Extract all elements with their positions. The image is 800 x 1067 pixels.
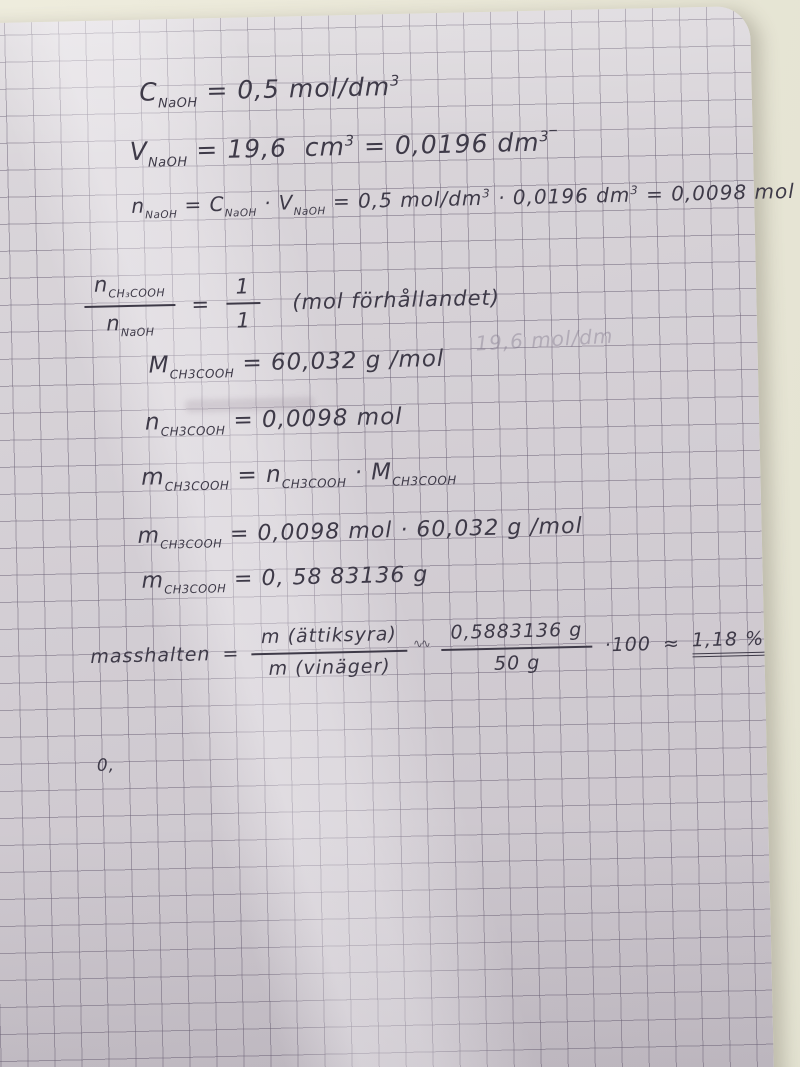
quantity-symbol: n — [106, 311, 121, 336]
expression: = 0, 58 83136 g — [225, 562, 429, 593]
subscript: NaOH — [224, 206, 258, 220]
expression: = 0,0196 dm — [354, 127, 540, 161]
expression: = 19,6 cm — [187, 131, 346, 165]
fraction-numerator: m (ättiksyra) — [251, 623, 407, 654]
fraction-numerator: 1 — [225, 274, 260, 305]
quantity-symbol: m — [137, 523, 161, 550]
quantity-symbol: n — [93, 272, 109, 298]
subscript: NaOH — [147, 154, 188, 171]
erased-ghost-text: 19,6 mol/dm — [474, 323, 614, 356]
expression: = 0,0098 mol · 60,032 g /mol — [221, 514, 583, 548]
expression: · 0,0196 dm — [490, 182, 631, 210]
final-result-percentage: 1,18 % — [692, 628, 765, 657]
equals-sign: = — [222, 642, 240, 665]
subscript: CH3COOH — [160, 423, 226, 440]
expression: = n — [228, 462, 282, 490]
exponent: 3 — [630, 182, 639, 198]
quantity-symbol: V — [129, 136, 149, 166]
quantity-symbol: n — [144, 409, 161, 437]
subscript: CH₃COOH — [108, 286, 166, 301]
quantity-symbol: M — [148, 352, 170, 380]
approx-sign: ≈ — [662, 632, 681, 655]
expression: = 0,5 mol/dm — [197, 71, 391, 106]
expression: = 0,5 mol/dm — [325, 185, 483, 214]
expression: · V — [256, 190, 294, 216]
expression: = 60,032 g /mol — [233, 346, 445, 378]
numeric-fraction — [440, 619, 593, 676]
stray-pen-mark: ‾ — [549, 128, 559, 145]
subscript: NaOH — [157, 95, 198, 112]
crossed-out-scribble: ∿∿ — [412, 635, 429, 651]
squared-paper-sheet — [0, 6, 796, 1067]
subscript: CH3COOH — [160, 536, 223, 552]
expression: = 0,0098 mol — [224, 404, 403, 435]
subscript: CH3COOH — [164, 581, 227, 597]
subscript: CH3COOH — [392, 473, 457, 490]
quantity-symbol: n — [131, 193, 146, 218]
subscript: NaOH — [293, 205, 326, 218]
quantity-symbol: m — [140, 464, 165, 492]
exponent: 3 — [344, 133, 356, 150]
exponent: 3 — [389, 73, 401, 90]
mass-ratio-fraction — [251, 623, 408, 680]
fraction-denominator: 1 — [236, 308, 252, 333]
expression: = C — [176, 191, 225, 217]
times-100: ·100 — [604, 632, 652, 656]
exponent: 3 — [482, 186, 491, 201]
fraction-denominator: 50 g — [493, 651, 541, 675]
expression: · M — [345, 459, 393, 487]
subscript: NaOH — [120, 325, 155, 340]
subscript: CH3COOH — [281, 476, 347, 492]
quantity-symbol: C — [138, 77, 159, 107]
label-masshalten: masshalten — [90, 642, 211, 668]
quantity-symbol: m — [141, 568, 165, 595]
fraction-denominator: m (vinäger) — [268, 654, 391, 680]
handwritten-line-mass-percentage — [89, 572, 766, 728]
fraction-numerator: 0,5883136 g — [440, 619, 592, 650]
expression: = 0,0098 mol — [638, 178, 796, 207]
fraction-numerator — [84, 271, 176, 308]
annotation-mole-ratio: (mol förhållandet) — [292, 285, 501, 315]
stray-handwritten-mark: 0, — [96, 755, 116, 776]
subscript: NaOH — [145, 208, 178, 222]
equals-sign: = — [191, 291, 211, 317]
subscript: CH3COOH — [164, 478, 230, 495]
subscript: CH3COOH — [169, 366, 235, 383]
exponent: 3 — [539, 128, 550, 145]
